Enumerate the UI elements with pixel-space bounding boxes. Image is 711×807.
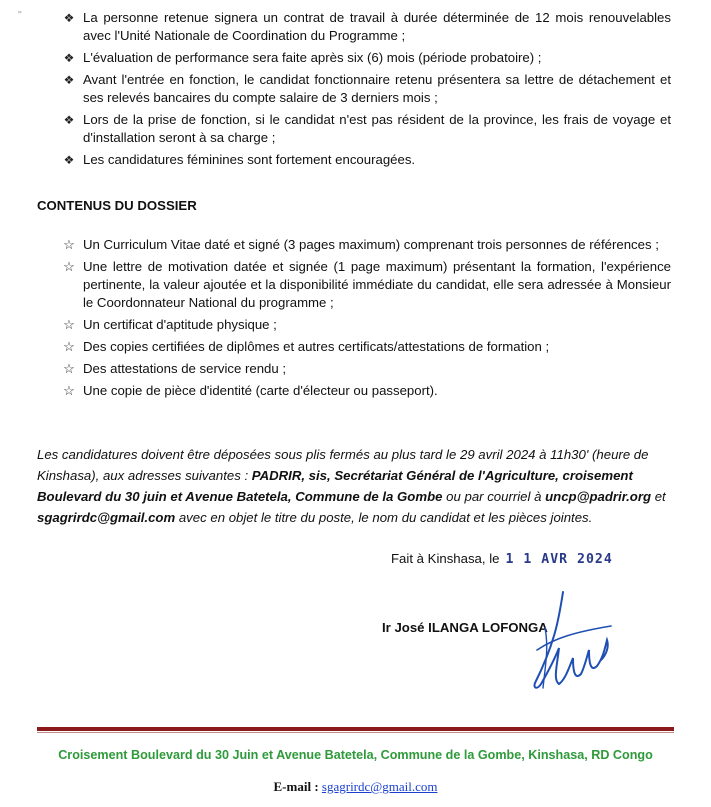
star-bullet-icon: ☆ <box>63 339 75 354</box>
submission-address: PADRIR, sis, Secrétariat Général de l'Agriculture, croisement Boulevard du 30 juin et Avenue Batetela, Commune de la Gombe <box>37 468 633 504</box>
dossier-item: ☆ Un certificat d'aptitude physique ; <box>0 316 711 334</box>
star-bullet-icon: ☆ <box>63 317 75 332</box>
dossier-item: ☆ Une copie de pièce d'identité (carte d'électeur ou passeport). <box>0 382 711 400</box>
condition-item: ❖ Les candidatures féminines sont fortement encouragées. <box>0 151 711 169</box>
star-bullet-icon: ☆ <box>63 361 75 376</box>
diamond-bullet-icon: ❖ <box>63 51 75 65</box>
star-bullet-icon: ☆ <box>63 259 75 274</box>
footer-address: Croisement Boulevard du 30 Juin et Avenue Batetela, Commune de la Gombe, Kinshasa, RD Congo <box>58 748 653 762</box>
dossier-list <box>0 236 711 404</box>
condition-item: ❖ Avant l'entrée en fonction, le candidat fonctionnaire retenu présentera sa lettre de détachement et ses relevés bancaires du compte salaire de 3 derniers mois ; <box>0 71 711 107</box>
handwritten-signature <box>515 588 625 703</box>
dossier-item: ☆ Des attestations de service rendu ; <box>0 360 711 378</box>
diamond-bullet-icon: ❖ <box>63 113 75 127</box>
diamond-bullet-icon: ❖ <box>63 153 75 167</box>
condition-item: ❖ L'évaluation de performance sera faite après six (6) mois (période probatoire) ; <box>0 49 711 67</box>
place-and-date: Fait à Kinshasa, le 1 1 AVR 2024 <box>391 551 613 567</box>
section-title-dossier: CONTENUS DU DOSSIER <box>37 198 197 213</box>
footer-email-link[interactable]: sgagrirdc@gmail.com <box>321 779 438 794</box>
condition-item: ❖ La personne retenue signera un contrat de travail à durée déterminée de 12 mois renouvelables avec l'Unité Nationale de Coordination du Programme ; <box>0 9 711 45</box>
dossier-item: ☆ Une lettre de motivation datée et signée (1 page maximum) présentant la formation, l'expérience pertinente, la valeur ajoutée et la disponibilité immédiate du candidat, elle sera adressée à Monsieur le Coordonnateur National du programme ; <box>0 258 711 312</box>
signer-name: Ir José ILANGA LOFONGA <box>382 620 548 635</box>
conditions-list <box>0 9 711 173</box>
dossier-item: ☆ Des copies certifiées de diplômes et autres certificats/attestations de formation ; <box>0 338 711 356</box>
star-bullet-icon: ☆ <box>63 237 75 252</box>
diamond-bullet-icon: ❖ <box>63 73 75 87</box>
footer-email-line: E-mail : sgagrirdc@gmail.com <box>273 779 438 794</box>
diamond-bullet-icon: ❖ <box>63 11 75 25</box>
dossier-item: ☆ Un Curriculum Vitae daté et signé (3 pages maximum) comprenant trois personnes de références ; <box>0 236 711 254</box>
footer-divider-thin <box>37 732 674 733</box>
submission-email-1[interactable]: uncp@padrir.org <box>545 489 652 504</box>
footer-divider <box>37 727 674 731</box>
submission-notice: Les candidatures doivent être déposées sous plis fermés au plus tard le 29 avril 2024 à 11h30' (heure de Kinshasa), aux adresses suivantes : PADRIR, sis, Secrétariat Général de l'Agriculture, croisement Boulevard du 30 juin et Avenue Batetela, Commune de la Gombe ou par courriel à uncp@padrir.org et sgagrirdc@gmail.com avec en objet le titre du poste, le nom du candidat et les pièces jointes. <box>37 447 666 525</box>
condition-item: ❖ Lors de la prise de fonction, si le candidat n'est pas résident de la province, les frais de voyage et d'installation seront à sa charge ; <box>0 111 711 147</box>
submission-email-2[interactable]: sgagrirdc@gmail.com <box>37 510 176 525</box>
corner-mark: '' <box>18 10 22 21</box>
star-bullet-icon: ☆ <box>63 383 75 398</box>
date-stamp: 1 1 AVR 2024 <box>505 552 613 567</box>
